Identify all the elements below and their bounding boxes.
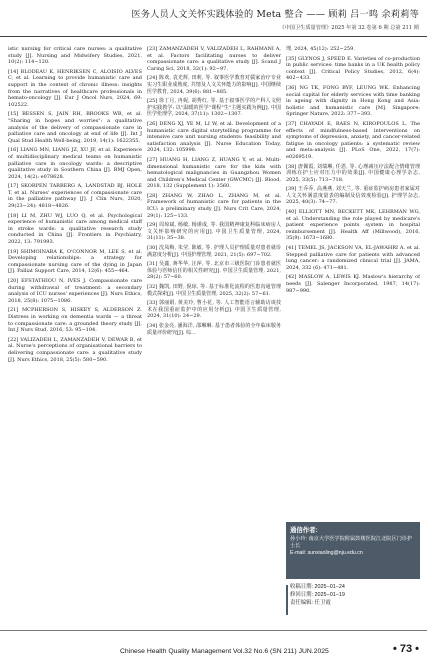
author-affiliation: 孙小玲: 南京大学医学院附属鼓楼医院江北院区门诊护士长 (290, 536, 413, 549)
reference-entry: [32] 魏凯, 田野, 倪琼, 等. 基于标准化流程的医患沟通管理模式探索[J]. 中国卫生质量管理, 2025, 32(2): 57−61. (147, 284, 281, 297)
corresponding-author-box (286, 522, 420, 579)
reference-entry: [19] SHIMOINABA K, O'CONNOR M, LEE S, et al. Developing relationships: a strategy for compassionate nursing care of the dying in Japan [J]. Palliat Support Care, 2014, 12(6): 455−464. (8, 248, 142, 275)
references-column-3 (286, 46, 420, 297)
footer-rule (0, 630, 427, 631)
reference-entry: [18] LI M, ZHU WJ, LUO Q, et al. Psychological experience of humanistic care among medical staff in stroke wards: a qualitative research study conducted in China [J]. Frontiers in Psychiatry, 2022, 13: 791993. (8, 212, 142, 246)
reference-entry: [31] 吴鑫, 蒋华华, 汪萍, 等. 北京市三级医院门诊患者就医体验与医师信任的相关性研究[J]. 中国卫生质量管理, 2021, 28(2): 57−60. (147, 261, 281, 281)
page-footer (0, 630, 427, 671)
reference-entry: [36] NG TK, FONG BYF, LEUNG WK. Enhancing social capital for elderly services with time banking in ageing with dignity in Hong Kong and Asia: holistic and humanistic care [M]. Singapore: Springer Nature, 2022: 377−393. (286, 84, 420, 118)
reference-entry: [33] 郭丽娟, 黄美玲, 曹小花, 等. 人工智能语言辅助访谈技术在我国重症监护中的应用分析[J]. 中国卫生质量管理, 2024, 31(10): 24−29. (147, 300, 281, 320)
reference-entry: [41] TEMEL JS, JACKSON VA, EL-JAWAHRI A, et al. Stepped palliative care for patients with advanced lung cancer: a randomized clinical trial [J]. JAMA, 2024, 332 (6): 471−481. (286, 245, 420, 271)
reference-entry: [15] BESSEN S, JAIN RH, BROOKS WB, et al. "Sharing in hopes and worries": a qualitative analysis of the delivery of compassionate care in palliative care and oncology at end of life [J]. Int J Qual Stud Health Well-being, 2019, 14(1): 1622355. (8, 111, 142, 144)
reference-entry: [26] DENG XJ, YE M, LI W, et al. Development of a humanistic care digital storytelling programme for intensive care unit nursing students: feasibility and satisfaction analysis [J]. Nurse Education Today, 2024, 132: 105998. (147, 120, 281, 154)
reference-entry: [17] SKORPEN TARBERG A, LANDSTAD BJ, HOLE T, et al. Nurses' experiences of compassionate care in the palliative pathway [J]. J Clin Nurs, 2020, 29(23−24): 4818−4826. (8, 183, 142, 210)
journal-issue-line: 《中国卫生质量管理》2025 年第 32 卷第 6 期 总第 211 期 (279, 25, 419, 31)
author-email: E-mail: sunxiaoling@nju.edu.cn (290, 550, 363, 556)
reference-entry: [35] GLYNOS J, SPEED E. Varieties of co-production in public services: time banks in a UK health policy context [J]. Critical Policy Studies, 2012, 6(4): 402−433. (286, 55, 420, 82)
page-number: • 73 • (392, 643, 419, 655)
page-header (0, 0, 427, 44)
responsible-editor: 责任编辑: 任卫霞 (290, 600, 331, 606)
reference-entry: [40] ELLIOTT MN, BECKETT MK, LEHRMAN WG, et al. Understanding the role played by medicare's patient experience points system in hospital reimbursement [J]. Health Aff (Millwood), 2016, 35(9): 1673−1680. (286, 209, 420, 242)
references-column-1 (8, 46, 142, 366)
reference-entry: [21] MCPHERSON S, HISKEY S, ALDERSON Z. Distress in working on dementia wards — a threat to compassionate care: a grounded theory study [J]. Int J Nurs Stud, 2016, 53: 95−104. (8, 307, 142, 334)
received-date: 收稿日期: 2025−01−24 (290, 584, 345, 590)
reference-entry: [29] 周琼斌, 杨敏, 杨谨成, 等. 我国精神康复科临床病房人文关怀影响研究的应用[J]. 中国卫生质量管理, 2024, 31(11): 35−38. (147, 222, 281, 242)
references-column-2 (147, 46, 281, 339)
reference-entry: [25] 徐丁月, 冉妮, 胡秀红, 等. 基于叙事医学的产科人文照护实践教学: 以"温暖的医学"课程"生"主题实践为例[J]. 中国医学伦理学, 2024, 37(11): 1302−1307. (147, 98, 281, 118)
reference-entry: [23] ZAMANZADEH V, VALIZADEH L, RAHMANI A, et al. Factors facilitating nurses to deliver compassionate care: a qualitative study [J]. Scand J Caring Sci, 2018, 32(1): 92−97. (147, 46, 281, 72)
reference-entry: [37] CHAYADI E, BAES N, KIROPOULOS L. The effects of mindfulness-based interventions on symptoms of depression, anxiety, and cancer-related fatigue in oncology patients: a systematic review and meta-analysis [J]. PLoS One, 2022, 17(7): e0269519. (286, 120, 420, 160)
editor-box-accent (286, 585, 288, 615)
reference-entry: [34] 张金亮, 潘海洋, 邵琳琳. 基于患者体验的全年临床服务质量评价研究[J]. 综... (147, 322, 281, 336)
reference-entry: [22] VALIZADEH L, ZAMANZADEH V, DEWAR B, et al. Nurse's perceptions of organisational barriers to delivering compassionate care: a qualitative study [J]. Nurs Ethics, 2018, 25(5): 580−590. (8, 336, 142, 363)
reference-entry: [42] MASLOW A, LEWIS KJ. Maslow's hierarchy of needs [J]. Salenger Incorporated, 1987, 14(17): 987−990. (286, 274, 420, 294)
dates-editor-box (286, 583, 420, 619)
running-title: 医务人员人文关怀实践体验的 Meta 整合 —— 顾莉 吕一鸣 余莉莉等 (131, 9, 419, 20)
reference-entry: 理, 2024, 45(12): 252−259. (286, 46, 355, 52)
reference-entry: [28] ZHANG W, ZHAO L, ZHANG M, et al. Framework of humanistic care for patients in the ICU: a preliminary study [J]. Nurs Crit Care, 2024, 29(1): 125−133. (147, 192, 281, 219)
journal-footer-line: Chinese Health Quality Management Vol.32 No.6 (SN 211) JUN.2025 (120, 648, 329, 655)
reference-entry: [16] LIANG MN, LIANG JZ, XU JF, et al. Experience of multidisciplinary medical teams on humanistic palliative care in oncology wards: a descriptive qualitative study in Southern China [J]. BMJ Open, 2024, 14(2): e078628. (8, 147, 142, 180)
reference-entry: [38] 唐佩霞, 刘瑞琳, 任恩, 等. 心理减压疗法配合情绪管理训练在护士应对压力中的效果[J]. 中国健康心理学杂志, 2025, 33(5): 713−718. (286, 163, 420, 183)
reference-entry: [30] 沈凤梅, 朱莹, 陈敏, 等. 护理人员护理质量对患者就诊满意度分析[J]. 中国护理管理, 2021, 21(5): 697−702. (147, 245, 281, 258)
header-rule (0, 36, 427, 37)
author-box-heading: 通信作者: (290, 527, 318, 534)
reference-entry: [24] 陈欢, 袁光辉, 田莉, 等. 叙事医学教育对儒家治疗专业实习生职业成熟度, 共情及人文关怀能力的影响[J]. 中国继续医学教育, 2024, 39(6): 881−885. (147, 75, 281, 95)
reference-entry: [27] HUANG H, LIANG Z, HUANG Y, et al. Multi-dimensional humanistic care for the kids with hematological malignancies in Guangzhou Women and Children's Medical Center (GWCMC) [J]. Blood, 2018, 132 (Supplement 1): 3560. (147, 156, 281, 190)
revised-date: 修回日期: 2025−01−19 (290, 592, 345, 598)
reference-entry: istic nursing for critical care nurses: a qualitative study [J]. Nursing and Midwifery Studies, 2021, 10(2): 114−120. (8, 46, 142, 66)
reference-entry: [14] BLODEAU K, HENRIKSEN C, ALOISIO ALVES C, et al. Learning to provide humanistic care and support in the context of chronic illness: insights from the narratives of healthcare professionals in hemato-oncology [J]. Eur J Oncol Nurs, 2024, 69: 102522. (8, 68, 142, 108)
reference-entry: [39] 王乔乔, 高燕燕, 刘天兰, 等. 重症监护病房患者家属对人文关怀满意度量表的编制及信效度检验[J]. 护理学杂志, 2025, 40(3): 74−77. (286, 186, 420, 206)
reference-entry: [20] EFSTATHIOU N, IVES J. Compassionate care during withdrawal of treatment: a secondary analysis of ICU nurses' experiences [J]. Nurs Ethics, 2018, 25(8): 1075−1086. (8, 278, 142, 304)
